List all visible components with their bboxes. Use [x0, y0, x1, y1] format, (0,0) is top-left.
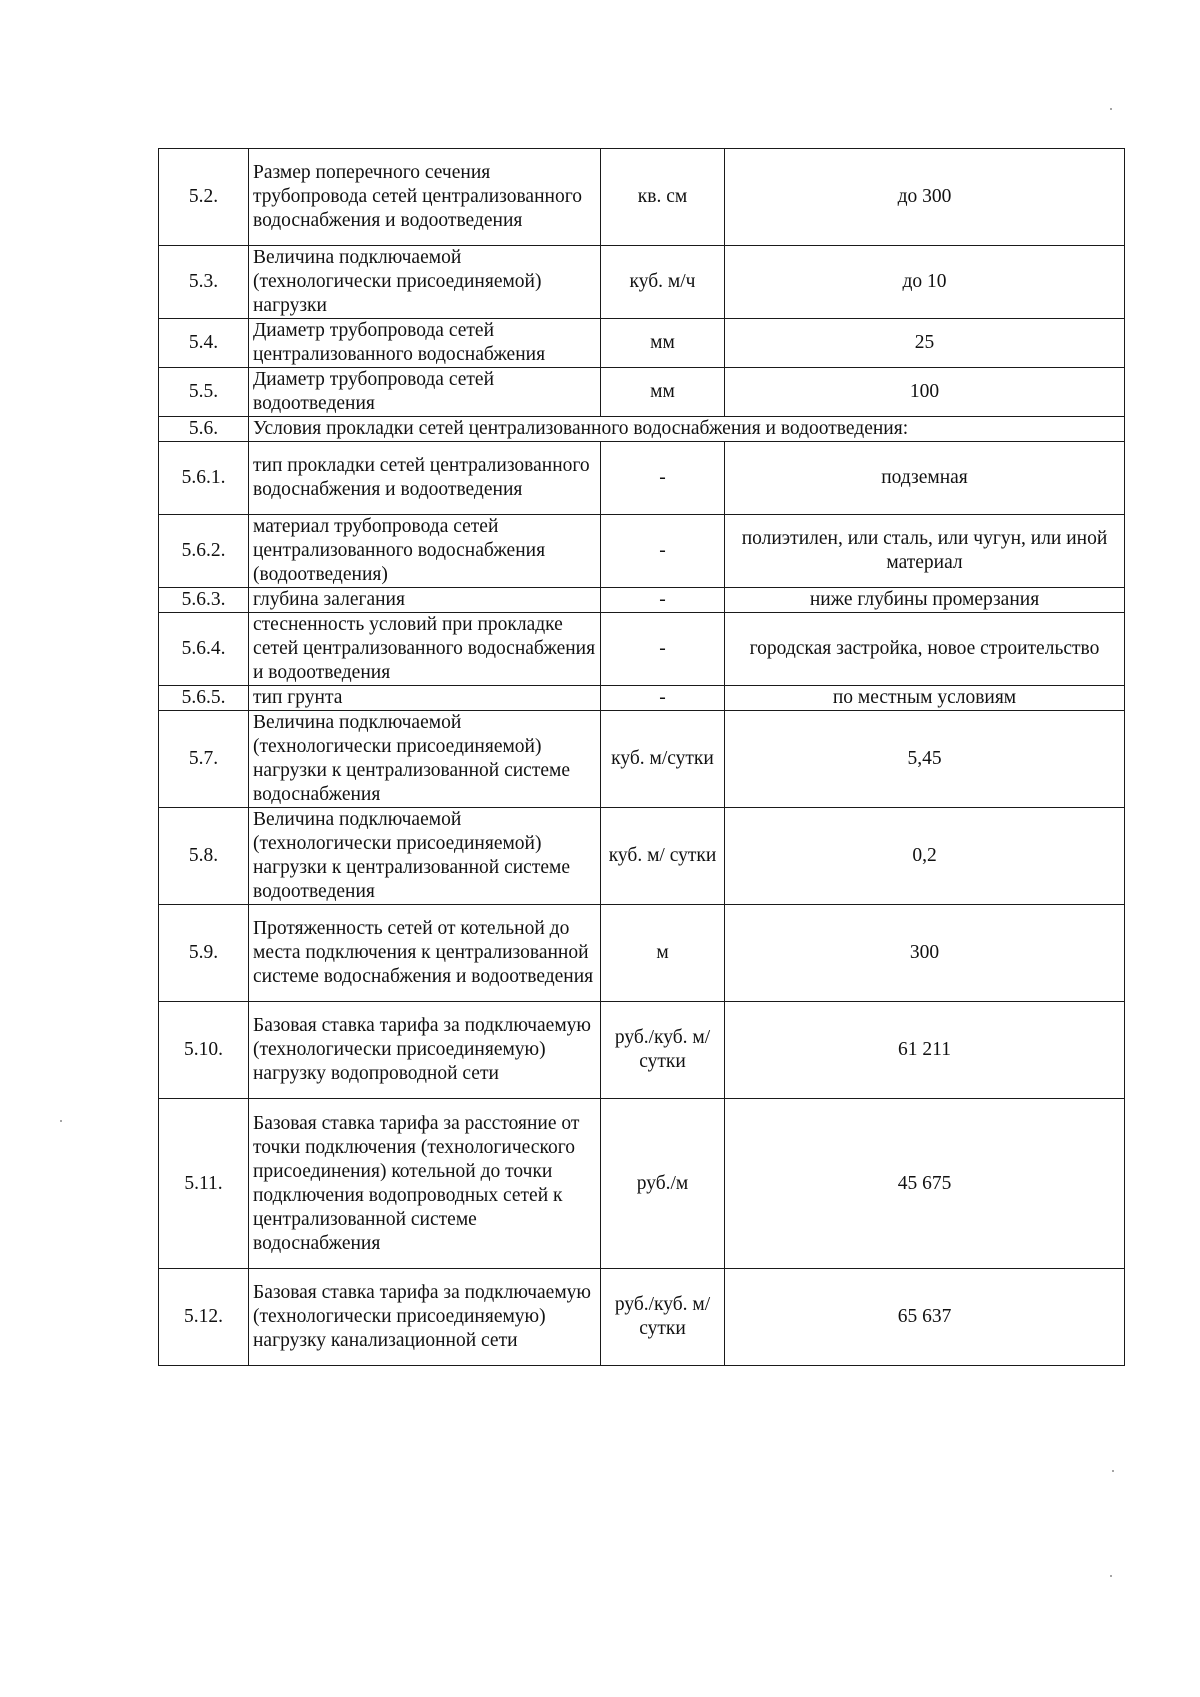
parameters-table [158, 148, 1125, 1366]
row-unit: руб./куб. м/ сутки [601, 1269, 725, 1366]
row-number: 5.12. [159, 1269, 249, 1366]
table-row [159, 319, 1125, 368]
row-parameter-name: глубина залегания [249, 588, 601, 613]
row-number: 5.2. [159, 149, 249, 246]
row-unit: - [601, 515, 725, 588]
table-row [159, 686, 1125, 711]
table-row [159, 1002, 1125, 1099]
row-parameter-name: Диаметр трубопровода сетей централизованного водоснабжения [249, 319, 601, 368]
row-unit: руб./м [601, 1099, 725, 1269]
row-value: полиэтилен, или сталь, или чугун, или иной материал [725, 515, 1125, 588]
table-row [159, 442, 1125, 515]
row-unit: - [601, 686, 725, 711]
row-parameter-name: стесненность условий при прокладке сетей централизованного водоснабжения и водоотведения [249, 613, 601, 686]
row-value: 5,45 [725, 711, 1125, 808]
row-value: подземная [725, 442, 1125, 515]
row-number: 5.6.4. [159, 613, 249, 686]
row-number: 5.8. [159, 808, 249, 905]
row-parameter-name: Базовая ставка тарифа за подключаемую (технологически присоединяемую) нагрузку канализационной сети [249, 1269, 601, 1366]
row-number: 5.6.2. [159, 515, 249, 588]
row-parameter-name: тип прокладки сетей централизованного водоснабжения и водоотведения [249, 442, 601, 515]
row-value: 25 [725, 319, 1125, 368]
table-row [159, 711, 1125, 808]
row-value: до 10 [725, 246, 1125, 319]
row-number: 5.3. [159, 246, 249, 319]
row-value: 65 637 [725, 1269, 1125, 1366]
row-value: городская застройка, новое строительство [725, 613, 1125, 686]
scan-speck [1110, 1575, 1112, 1577]
row-value: 61 211 [725, 1002, 1125, 1099]
row-unit: м [601, 905, 725, 1002]
row-parameter-name: Величина подключаемой (технологически присоединяемой) нагрузки к централизованной системе водоотведения [249, 808, 601, 905]
table-row [159, 588, 1125, 613]
row-section-title: Условия прокладки сетей централизованного водоснабжения и водоотведения: [249, 417, 1125, 442]
row-value: 300 [725, 905, 1125, 1002]
row-unit: мм [601, 368, 725, 417]
row-value: до 300 [725, 149, 1125, 246]
table-row [159, 246, 1125, 319]
table-row [159, 613, 1125, 686]
row-unit: мм [601, 319, 725, 368]
scan-speck [1112, 1470, 1114, 1472]
row-number: 5.6.1. [159, 442, 249, 515]
row-number: 5.5. [159, 368, 249, 417]
row-unit: кв. см [601, 149, 725, 246]
row-parameter-name: Диаметр трубопровода сетей водоотведения [249, 368, 601, 417]
row-parameter-name: тип грунта [249, 686, 601, 711]
table-row [159, 808, 1125, 905]
row-value: 100 [725, 368, 1125, 417]
scan-speck [1110, 108, 1112, 110]
row-number: 5.7. [159, 711, 249, 808]
row-number: 5.11. [159, 1099, 249, 1269]
row-value: 45 675 [725, 1099, 1125, 1269]
row-unit: куб. м/сутки [601, 711, 725, 808]
scan-speck [60, 1120, 62, 1122]
row-parameter-name: Протяженность сетей от котельной до места подключения к централизованной системе водоснабжения и водоотведения [249, 905, 601, 1002]
table-row [159, 515, 1125, 588]
row-number: 5.6.5. [159, 686, 249, 711]
row-number: 5.6.3. [159, 588, 249, 613]
row-value: 0,2 [725, 808, 1125, 905]
row-parameter-name: Базовая ставка тарифа за подключаемую (технологически присоединяемую) нагрузку водопроводной сети [249, 1002, 601, 1099]
table-body [159, 149, 1125, 1366]
row-parameter-name: Величина подключаемой (технологически присоединяемой) нагрузки [249, 246, 601, 319]
row-parameter-name: Величина подключаемой (технологически присоединяемой) нагрузки к централизованной системе водоснабжения [249, 711, 601, 808]
row-unit: руб./куб. м/ сутки [601, 1002, 725, 1099]
row-number: 5.6. [159, 417, 249, 442]
row-unit: - [601, 588, 725, 613]
table-row [159, 1099, 1125, 1269]
row-unit: куб. м/ч [601, 246, 725, 319]
row-value: ниже глубины промерзания [725, 588, 1125, 613]
row-parameter-name: материал трубопровода сетей централизованного водоснабжения (водоотведения) [249, 515, 601, 588]
row-unit: - [601, 442, 725, 515]
table-row [159, 1269, 1125, 1366]
row-value: по местным условиям [725, 686, 1125, 711]
row-unit: - [601, 613, 725, 686]
table-row [159, 905, 1125, 1002]
table-row [159, 368, 1125, 417]
row-number: 5.10. [159, 1002, 249, 1099]
row-parameter-name: Базовая ставка тарифа за расстояние от точки подключения (технологического присоединения) котельной до точки подключения водопроводных сетей к централизованной системе водоснабжения [249, 1099, 601, 1269]
row-parameter-name: Размер поперечного сечения трубопровода сетей централизованного водоснабжения и водоотведения [249, 149, 601, 246]
table-row [159, 417, 1125, 442]
table-row [159, 149, 1125, 246]
row-number: 5.4. [159, 319, 249, 368]
row-number: 5.9. [159, 905, 249, 1002]
row-unit: куб. м/ сутки [601, 808, 725, 905]
